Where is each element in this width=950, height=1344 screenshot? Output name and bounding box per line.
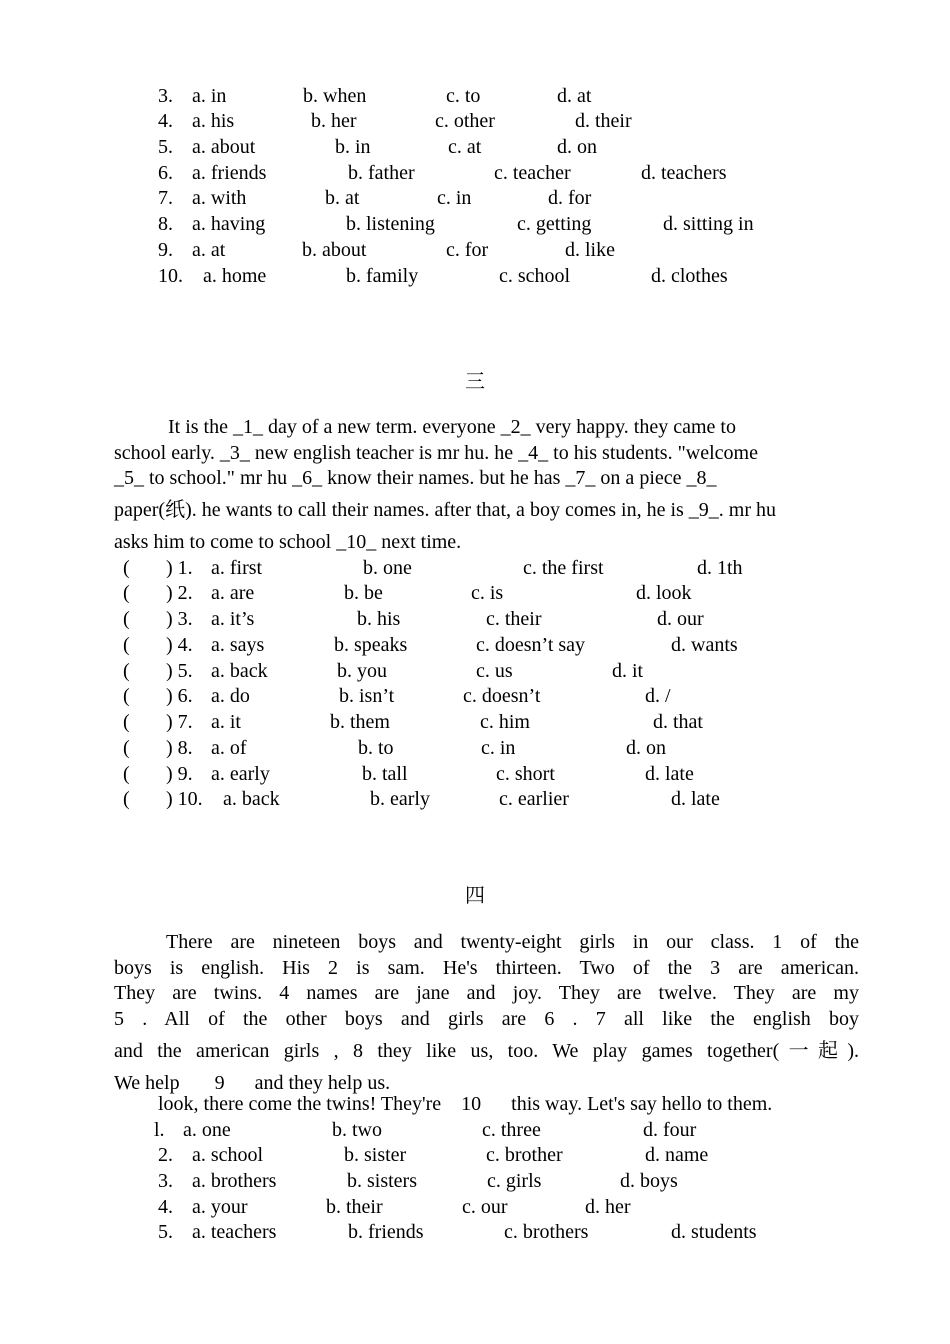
option-d: d. like — [565, 239, 615, 261]
option-b: b. tall — [362, 763, 408, 785]
question-row — [0, 736, 950, 760]
option-row — [0, 186, 950, 210]
answer-paren[interactable]: ( — [123, 557, 130, 579]
option-c: c. teacher — [494, 162, 571, 184]
option-a: a. your — [192, 1196, 248, 1218]
option-c: c. short — [496, 763, 555, 785]
option-row — [0, 238, 950, 262]
question-row — [0, 1143, 950, 1167]
option-c: c. us — [476, 660, 513, 682]
option-d: d. name — [645, 1144, 709, 1166]
option-b: b. speaks — [334, 634, 408, 656]
option-a: a. do — [211, 685, 250, 707]
option-b: b. at — [325, 187, 360, 209]
section-heading-3: 三 — [465, 371, 485, 393]
option-b: b. listening — [346, 213, 435, 235]
option-d: d. it — [612, 660, 644, 682]
option-b: b. sister — [344, 1144, 407, 1166]
option-d: d. our — [657, 608, 704, 630]
option-a: a. back — [223, 788, 280, 810]
question-row — [0, 556, 950, 580]
section-heading-4: 四 — [465, 885, 485, 907]
option-row — [0, 264, 950, 288]
option-a: a. one — [183, 1119, 231, 1141]
option-c: c. doesn’t say — [476, 634, 586, 656]
option-a: a. at — [192, 239, 226, 261]
question-row — [0, 684, 950, 708]
question-row — [0, 1195, 950, 1219]
option-c: c. at — [448, 136, 482, 158]
option-d: d. clothes — [651, 265, 728, 287]
passage-line: look, there come the twins! They're 10 this way. Let's say hello to them. — [158, 1093, 773, 1115]
question-row — [0, 659, 950, 683]
option-b: b. two — [332, 1119, 382, 1141]
option-a: a. brothers — [192, 1170, 277, 1192]
option-c: c. in — [481, 737, 516, 759]
option-c: c. brother — [486, 1144, 563, 1166]
passage-line: school early. _3_ new english teacher is mr hu. he _4_ to his students. "welcome — [114, 442, 758, 464]
question-row — [0, 607, 950, 631]
option-d: d. her — [585, 1196, 631, 1218]
option-a: a. teachers — [192, 1221, 277, 1243]
option-row — [0, 135, 950, 159]
answer-paren[interactable]: ( — [123, 763, 130, 785]
option-b: b. to — [358, 737, 394, 759]
question-number: 4. — [158, 110, 173, 132]
option-row — [0, 161, 950, 185]
option-a: a. with — [192, 187, 247, 209]
option-d: d. students — [671, 1221, 757, 1243]
question-number: ) 9. — [166, 763, 193, 785]
option-b: b. father — [348, 162, 415, 184]
option-b: b. sisters — [347, 1170, 417, 1192]
question-row — [0, 710, 950, 734]
option-a: a. about — [192, 136, 256, 158]
question-number: 3. — [158, 85, 173, 107]
option-a: a. of — [211, 737, 247, 759]
option-b: b. be — [344, 582, 383, 604]
option-d: d. wants — [671, 634, 738, 656]
option-d: d. teachers — [641, 162, 727, 184]
question-number: ) 4. — [166, 634, 193, 656]
option-a: a. says — [211, 634, 265, 656]
question-number: 5. — [158, 1221, 173, 1243]
question-number: ) 7. — [166, 711, 193, 733]
question-number: ) 10. — [166, 788, 203, 810]
question-row — [0, 1118, 950, 1142]
question-number: 9. — [158, 239, 173, 261]
option-c: c. girls — [487, 1170, 542, 1192]
passage-line: asks him to come to school _10_ next time. — [114, 531, 462, 553]
option-a: a. friends — [192, 162, 267, 184]
option-d: d. their — [575, 110, 632, 132]
option-row — [0, 109, 950, 133]
option-d: d. four — [643, 1119, 697, 1141]
option-d: d. at — [557, 85, 592, 107]
answer-paren[interactable]: ( — [123, 737, 130, 759]
question-number: ) 8. — [166, 737, 193, 759]
option-c: c. earlier — [499, 788, 569, 810]
option-c: c. school — [499, 265, 571, 287]
question-number: ) 1. — [166, 557, 193, 579]
option-a: a. having — [192, 213, 266, 235]
question-number: 4. — [158, 1196, 173, 1218]
option-c: c. the first — [523, 557, 604, 579]
option-b: b. one — [363, 557, 412, 579]
option-c: c. brothers — [504, 1221, 589, 1243]
option-c: c. is — [471, 582, 504, 604]
question-row — [0, 762, 950, 786]
option-d: d. / — [645, 685, 671, 707]
passage-line: paper(纸). he wants to call their names. after that, a boy comes in, he is _9_. mr hu — [114, 499, 777, 521]
option-c: c. in — [437, 187, 472, 209]
option-b: b. early — [370, 788, 430, 810]
passage-line: 5 . All of the other boys and girls are 6 . 7 all like the english boy — [114, 1008, 859, 1030]
option-b: b. them — [330, 711, 390, 733]
option-c: c. their — [486, 608, 542, 630]
option-b: b. you — [337, 660, 387, 682]
passage-line: and the american girls , 8 they like us, too. We play games together(一起). — [114, 1040, 859, 1062]
option-d: d. look — [636, 582, 692, 604]
option-c: c. doesn’t — [463, 685, 541, 707]
option-c: c. getting — [517, 213, 592, 235]
question-number: l. — [154, 1119, 165, 1141]
option-c: c. other — [435, 110, 495, 132]
option-c: c. three — [482, 1119, 541, 1141]
question-number: ) 5. — [166, 660, 193, 682]
answer-paren[interactable]: ( — [123, 608, 130, 630]
question-number: 7. — [158, 187, 173, 209]
option-row — [0, 84, 950, 108]
question-number: ) 2. — [166, 582, 193, 604]
question-row — [0, 1169, 950, 1193]
option-c: c. for — [446, 239, 489, 261]
question-number: 8. — [158, 213, 173, 235]
option-c: c. to — [446, 85, 481, 107]
option-b: b. their — [326, 1196, 383, 1218]
passage-line: _5_ to school." mr hu _6_ know their names. but he has _7_ on a piece _8_ — [114, 467, 717, 489]
question-row — [0, 633, 950, 657]
passage-line: boys is english. His 2 is sam. He's thirteen. Two of the 3 are american. — [114, 957, 859, 979]
option-a: a. are — [211, 582, 255, 604]
question-number: 6. — [158, 162, 173, 184]
question-number: ) 6. — [166, 685, 193, 707]
option-c: c. our — [462, 1196, 508, 1218]
answer-paren[interactable]: ( — [123, 634, 130, 656]
option-a: a. first — [211, 557, 263, 579]
passage-line: We help 9 and they help us. — [114, 1072, 391, 1094]
option-a: a. back — [211, 660, 268, 682]
passage-line: There are nineteen boys and twenty-eight girls in our class. 1 of the — [166, 931, 859, 953]
option-a: a. it’s — [211, 608, 255, 630]
question-number: ) 3. — [166, 608, 193, 630]
option-d: d. sitting in — [663, 213, 754, 235]
option-a: a. it — [211, 711, 241, 733]
option-b: b. her — [311, 110, 357, 132]
option-a: a. early — [211, 763, 270, 785]
passage-line: It is the _1_ day of a new term. everyone _2_ very happy. they came to — [168, 416, 736, 438]
option-b: b. isn’t — [339, 685, 395, 707]
option-b: b. friends — [348, 1221, 424, 1243]
option-a: a. his — [192, 110, 235, 132]
option-b: b. in — [335, 136, 371, 158]
option-b: b. family — [346, 265, 419, 287]
option-b: b. his — [357, 608, 401, 630]
option-b: b. about — [302, 239, 367, 261]
option-a: a. school — [192, 1144, 264, 1166]
option-d: d. for — [548, 187, 592, 209]
answer-paren[interactable]: ( — [123, 711, 130, 733]
answer-paren[interactable]: ( — [123, 582, 130, 604]
option-c: c. him — [480, 711, 530, 733]
option-d: d. late — [645, 763, 694, 785]
option-d: d. that — [653, 711, 703, 733]
question-row — [0, 787, 950, 811]
option-d: d. boys — [620, 1170, 678, 1192]
question-row — [0, 1220, 950, 1244]
answer-paren[interactable]: ( — [123, 788, 130, 810]
option-a: a. home — [203, 265, 267, 287]
question-number: 3. — [158, 1170, 173, 1192]
option-d: d. 1th — [697, 557, 743, 579]
question-number: 10. — [158, 265, 183, 287]
option-row — [0, 212, 950, 236]
option-d: d. on — [557, 136, 597, 158]
passage-line: They are twins. 4 names are jane and joy. They are twelve. They are my — [114, 982, 859, 1004]
option-a: a. in — [192, 85, 227, 107]
option-d: d. late — [671, 788, 720, 810]
question-row — [0, 581, 950, 605]
answer-paren[interactable]: ( — [123, 685, 130, 707]
option-d: d. on — [626, 737, 666, 759]
answer-paren[interactable]: ( — [123, 660, 130, 682]
question-number: 5. — [158, 136, 173, 158]
option-b: b. when — [303, 85, 367, 107]
question-number: 2. — [158, 1144, 173, 1166]
